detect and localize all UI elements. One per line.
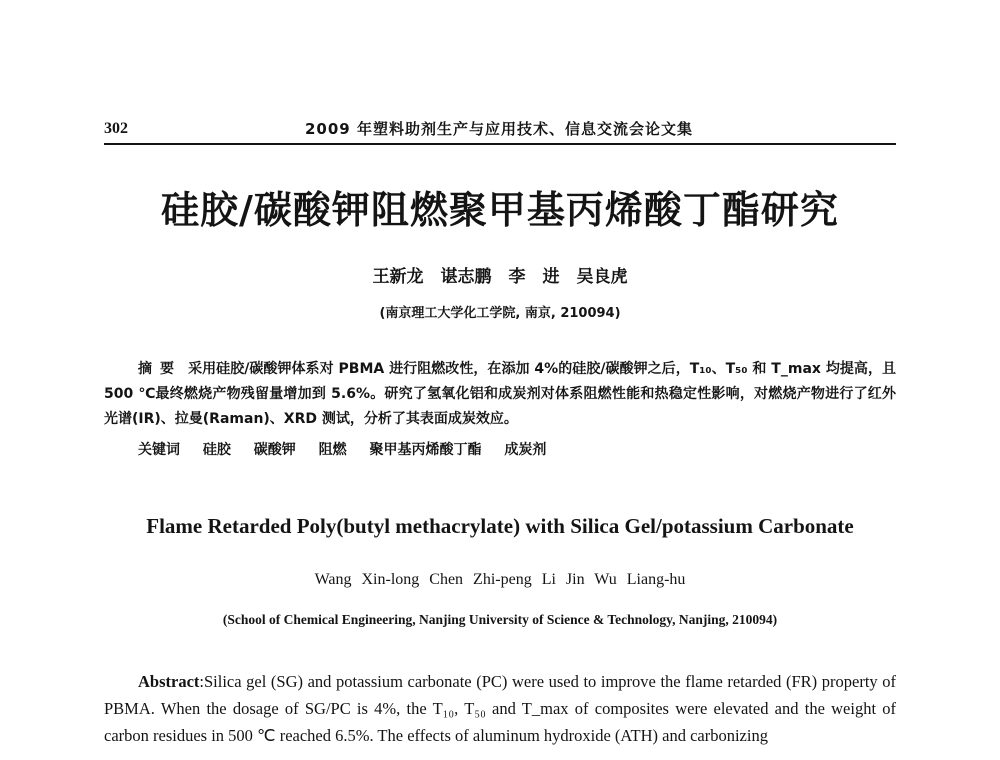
running-head: 2009 年塑料助剂生产与应用技术、信息交流会论文集 xyxy=(305,120,693,138)
chinese-abstract xyxy=(104,357,896,432)
keyword: 硅胶 xyxy=(202,442,231,458)
english-affiliation: (School of Chemical Engineering, Nanjing University of Science & Technology, Nanjing, 210094) xyxy=(222,612,778,627)
english-title: Flame Retarded Poly(butyl methacrylate) with Silica Gel/potassium Carbonate xyxy=(146,514,854,538)
chinese-abstract-text: 采用硅胶/碳酸钾体系对 PBMA 进行阻燃改性，在添加 4%的硅胶/碳酸钾之后，T₁₀、T₅₀ 和 T_max 均提高，且 500 ℃最终燃烧产物残留量增加到 5.6%。研究了氢氧化铝和成炭剂对体系阻燃性能和热稳定性影响，对燃烧产物进行了红外光谱(IR)、拉曼(Raman)、XRD 测试，分析了其表面成炭效应。 xyxy=(104,361,896,427)
keyword: 成炭剂 xyxy=(504,442,547,458)
chinese-affiliation: (南京理工大学化工学院, 南京, 210094) xyxy=(379,306,621,321)
chinese-keywords-label: 关键词 xyxy=(138,442,180,458)
keyword: 聚甲基丙烯酸丁酯 xyxy=(369,442,482,458)
english-abstract-text: Silica gel (SG) and potassium carbonate (PC) were used to improve the flame retarded (FR) property of PBMA. When the dosage of SG/PC is 4%, the T₁₀, T₅₀ and T_max of composites were elevated and the weight of carbon residues in 500 ℃ reached 6.5%. The effects of aluminum hydroxide (ATH) and carbonizing xyxy=(104,672,896,745)
chinese-keywords xyxy=(138,439,898,459)
keyword: 阻燃 xyxy=(318,442,347,458)
chinese-abstract-label: 摘要 xyxy=(138,361,183,377)
header-rule xyxy=(104,143,896,145)
chinese-authors: 王新龙 谌志鹏 李 进 吴良虎 xyxy=(372,267,628,287)
english-abstract xyxy=(104,668,896,749)
chinese-title: 硅胶/碳酸钾阻燃聚甲基丙烯酸丁酯研究 xyxy=(161,187,839,232)
english-authors: Wang Xin-long Chen Zhi-peng Li Jin Wu Liang-hu xyxy=(314,571,686,588)
english-abstract-separator: : xyxy=(199,672,204,691)
page-number: 302 xyxy=(104,120,128,137)
page-header xyxy=(104,116,894,146)
keyword: 碳酸钾 xyxy=(253,442,296,458)
english-abstract-label: Abstract xyxy=(138,672,200,691)
